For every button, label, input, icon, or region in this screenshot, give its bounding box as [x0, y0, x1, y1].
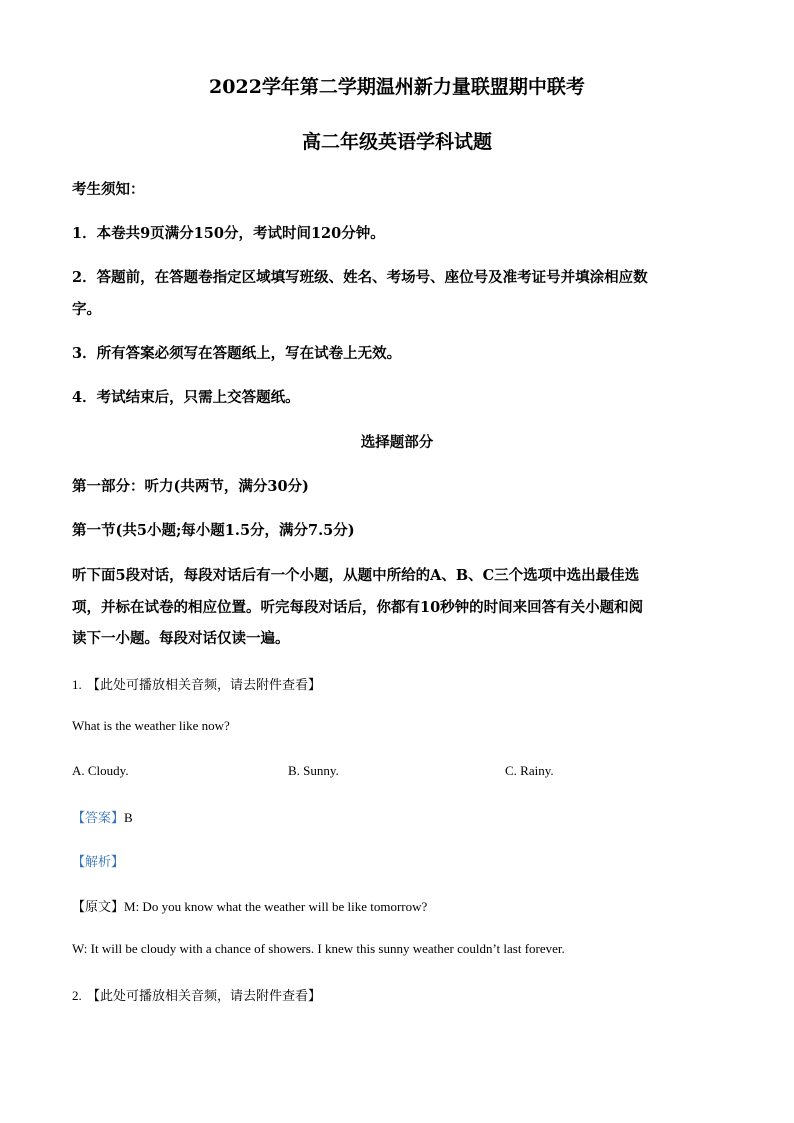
q1-original-w: W: It will be cloudy with a chance of showers. I knew this sunny weather couldn’t last forever. — [72, 941, 565, 956]
exam-subtitle: 高二年级英语学科试题 — [301, 131, 492, 153]
answer-value: B — [124, 810, 133, 825]
notice-item-4: 4．考试结束后，只需上交答题纸。 — [72, 389, 300, 406]
q1-option-c: C. Rainy. — [505, 763, 554, 778]
instructions-line-1: 听下面5段对话，每段对话后有一个小题，从题中所给的A、B、C三个选项中选出最佳选 — [72, 567, 640, 584]
q1-number: 1. — [72, 677, 82, 692]
section-heading: 选择题部分 — [360, 434, 434, 451]
notice-item-3: 3．所有答案必须写在答题纸上，写在试卷上无效。 — [72, 345, 402, 362]
q1-question: What is the weather like now? — [72, 718, 230, 733]
exam-title: 2022学年第二学期温州新力量联盟期中联考 — [209, 76, 585, 98]
notice-heading: 考生须知： — [72, 181, 145, 198]
q1-original-m — [72, 896, 427, 915]
notice-item-2-line-1: 2．答题前，在答题卷指定区域填写班级、姓名、考场号、座位号及准考证号并填涂相应数 — [72, 269, 648, 286]
original-m-text: M: Do you know what the weather will be like tomorrow? — [124, 899, 428, 914]
q1-option-b: B. Sunny. — [288, 763, 339, 778]
instructions-line-2: 项，并标在试卷的相应位置。听完每段对话后，你都有10秒钟的时间来回答有关小题和阅 — [72, 599, 644, 616]
q2-audio-note: 【此处可播放相关音频，请去附件查看】 — [87, 988, 322, 1003]
notice-item-2-line-2: 字。 — [72, 301, 101, 318]
part-1-heading: 第一部分：听力(共两节，满分30分) — [72, 478, 309, 495]
answer-tag: 【答案】 — [72, 810, 125, 825]
q1-answer — [72, 807, 133, 826]
subpart-1-heading: 第一节(共5小题;每小题1.5分，满分7.5分) — [72, 522, 355, 539]
analysis-tag: 【解析】 — [72, 854, 125, 869]
instructions-line-3: 读下一小题。每段对话仅读一遍。 — [72, 630, 290, 647]
notice-item-1: 1．本卷共9页满分150分，考试时间120分钟。 — [72, 225, 385, 242]
original-tag: 【原文】 — [72, 899, 125, 914]
q2-number: 2. — [72, 988, 82, 1003]
q2-header — [72, 985, 321, 1004]
q1-header — [72, 674, 321, 693]
q1-audio-note: 【此处可播放相关音频，请去附件查看】 — [87, 677, 322, 692]
q1-option-a: A. Cloudy. — [72, 763, 129, 778]
